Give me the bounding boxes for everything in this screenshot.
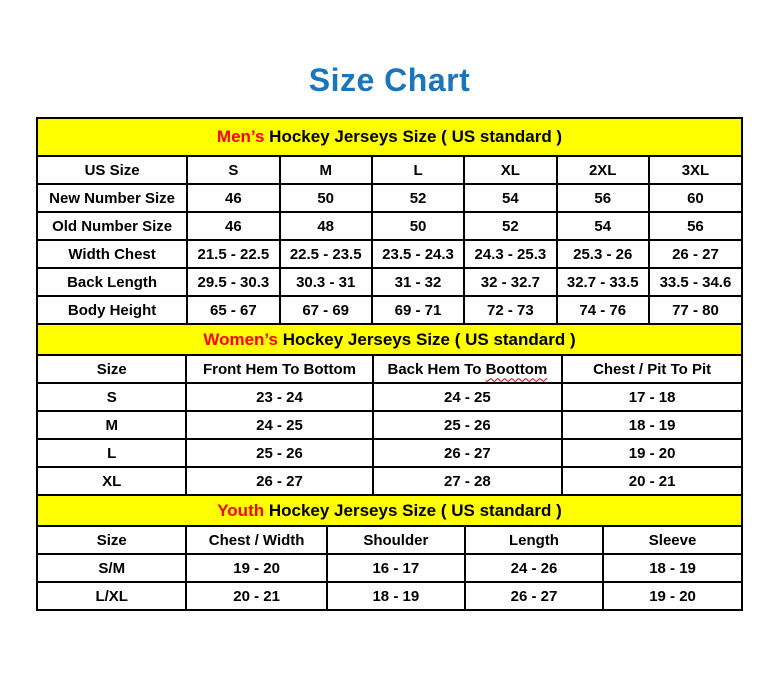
size-chart-page	[36, 0, 743, 611]
data-cell: 52	[372, 184, 464, 212]
row-label-cell: Back Length	[37, 268, 187, 296]
table-row	[37, 582, 742, 610]
youth-caption-row	[37, 495, 742, 526]
header-cell: S	[187, 156, 279, 184]
header-cell: 3XL	[649, 156, 742, 184]
header-cell: 2XL	[557, 156, 649, 184]
data-cell: 23.5 - 24.3	[372, 240, 464, 268]
data-cell: 25.3 - 26	[557, 240, 649, 268]
data-cell: 32 - 32.7	[464, 268, 556, 296]
data-cell: 46	[187, 212, 279, 240]
womens-caption-rest: Hockey Jerseys Size ( US standard )	[277, 329, 576, 349]
data-cell: 50	[280, 184, 372, 212]
data-cell: 29.5 - 30.3	[187, 268, 279, 296]
data-cell: 18 - 19	[603, 554, 742, 582]
page-title: Size Chart	[308, 62, 471, 98]
data-cell: 26 - 27	[186, 467, 372, 495]
data-cell: 27 - 28	[373, 467, 563, 495]
data-cell: 19 - 20	[186, 554, 326, 582]
mens-caption-rest: Hockey Jerseys Size ( US standard )	[264, 127, 563, 146]
data-cell: 52	[464, 212, 556, 240]
table-row	[37, 212, 742, 240]
row-label-cell: New Number Size	[37, 184, 187, 212]
mens-caption-row	[37, 118, 742, 156]
header-cell: M	[280, 156, 372, 184]
header-cell: XL	[464, 156, 556, 184]
data-cell: 23 - 24	[186, 383, 372, 411]
data-cell: 46	[187, 184, 279, 212]
womens-caption	[37, 324, 742, 355]
data-cell: 24 - 25	[373, 383, 563, 411]
data-cell: 33.5 - 34.6	[649, 268, 742, 296]
data-cell: 16 - 17	[327, 554, 465, 582]
table-row	[37, 184, 742, 212]
header-cell-misspelled	[373, 355, 563, 383]
row-label-cell: Old Number Size	[37, 212, 187, 240]
row-label-cell: M	[37, 411, 186, 439]
data-cell: 26 - 27	[649, 240, 742, 268]
data-cell: 60	[649, 184, 742, 212]
data-cell: 20 - 21	[186, 582, 326, 610]
mens-header-row	[37, 156, 742, 184]
data-cell: 56	[649, 212, 742, 240]
data-cell: 19 - 20	[603, 582, 742, 610]
header-text: Back Hem To	[387, 360, 486, 378]
table-row	[37, 554, 742, 582]
youth-caption	[37, 495, 742, 526]
youth-size-table	[36, 494, 743, 611]
womens-size-table	[36, 323, 743, 496]
data-cell: 48	[280, 212, 372, 240]
header-cell: Shoulder	[327, 526, 465, 554]
row-label-cell: L	[37, 439, 186, 467]
row-label-cell: S	[37, 383, 186, 411]
data-cell: 56	[557, 184, 649, 212]
youth-caption-rest: Hockey Jerseys Size ( US standard )	[264, 500, 562, 520]
data-cell: 18 - 19	[327, 582, 465, 610]
data-cell: 65 - 67	[187, 296, 279, 324]
header-cell: Sleeve	[603, 526, 742, 554]
data-cell: 30.3 - 31	[280, 268, 372, 296]
table-row	[37, 296, 742, 324]
data-cell: 25 - 26	[186, 439, 372, 467]
header-cell: Chest / Pit To Pit	[562, 355, 742, 383]
table-row	[37, 411, 742, 439]
row-label-cell: XL	[37, 467, 186, 495]
data-cell: 18 - 19	[562, 411, 742, 439]
data-cell: 50	[372, 212, 464, 240]
data-cell: 77 - 80	[649, 296, 742, 324]
data-cell: 72 - 73	[464, 296, 556, 324]
data-cell: 31 - 32	[372, 268, 464, 296]
header-cell: Size	[37, 355, 186, 383]
table-row	[37, 439, 742, 467]
data-cell: 67 - 69	[280, 296, 372, 324]
mens-caption	[37, 118, 742, 156]
data-cell: 21.5 - 22.5	[187, 240, 279, 268]
table-row	[37, 240, 742, 268]
data-cell: 24 - 25	[186, 411, 372, 439]
data-cell: 74 - 76	[557, 296, 649, 324]
mens-size-table	[36, 117, 743, 325]
table-row	[37, 268, 742, 296]
header-cell: Chest / Width	[186, 526, 326, 554]
youth-header-row	[37, 526, 742, 554]
mens-caption-highlight: Men’s	[216, 127, 265, 146]
header-cell: Front Hem To Bottom	[186, 355, 372, 383]
womens-header-row	[37, 355, 742, 383]
womens-caption-row	[37, 324, 742, 355]
row-label-cell: L/XL	[37, 582, 186, 610]
data-cell: 17 - 18	[562, 383, 742, 411]
misspelled-word: Boottom	[485, 360, 548, 378]
row-label-cell: S/M	[37, 554, 186, 582]
table-row	[37, 383, 742, 411]
data-cell: 54	[557, 212, 649, 240]
womens-caption-highlight: Women’s	[203, 329, 278, 349]
data-cell: 54	[464, 184, 556, 212]
data-cell: 22.5 - 23.5	[280, 240, 372, 268]
data-cell: 26 - 27	[465, 582, 603, 610]
data-cell: 20 - 21	[562, 467, 742, 495]
data-cell: 24 - 26	[465, 554, 603, 582]
header-cell: Length	[465, 526, 603, 554]
data-cell: 32.7 - 33.5	[557, 268, 649, 296]
data-cell: 69 - 71	[372, 296, 464, 324]
data-cell: 25 - 26	[373, 411, 563, 439]
row-label-cell: Body Height	[37, 296, 187, 324]
header-cell: Size	[37, 526, 186, 554]
youth-caption-highlight: Youth	[217, 500, 265, 520]
table-row	[37, 467, 742, 495]
row-label-cell: Width Chest	[37, 240, 187, 268]
data-cell: 26 - 27	[373, 439, 563, 467]
header-cell: US Size	[37, 156, 187, 184]
data-cell: 24.3 - 25.3	[464, 240, 556, 268]
data-cell: 19 - 20	[562, 439, 742, 467]
header-cell: L	[372, 156, 464, 184]
